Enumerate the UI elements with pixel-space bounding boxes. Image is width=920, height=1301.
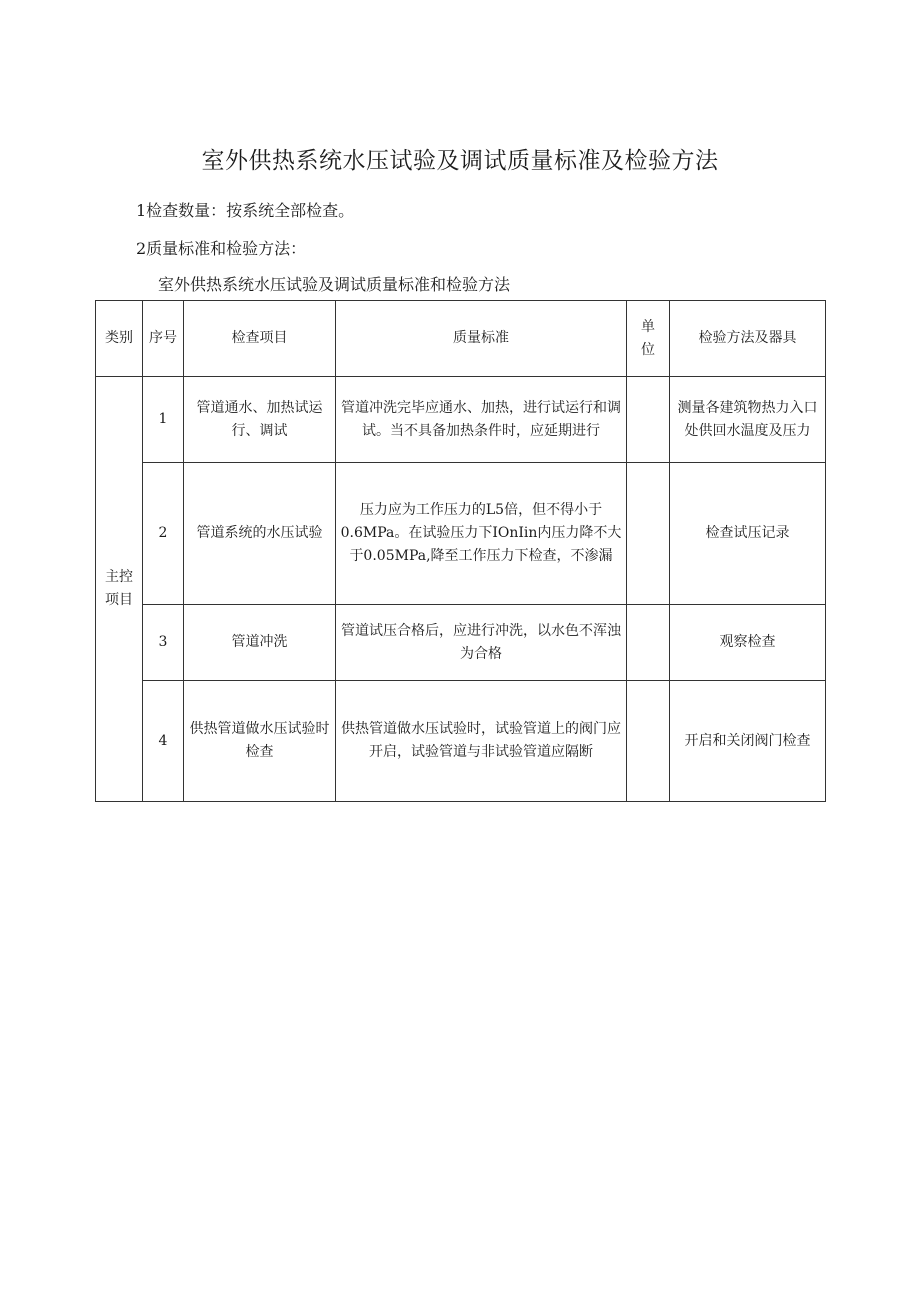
header-unit-line2: 位 (641, 341, 655, 358)
unit-cell (627, 681, 670, 802)
item-cell: 管道冲洗 (184, 605, 336, 681)
standard-cell: 供热管道做水压试验时，试验管道上的阀门应开启，试验管道与非试验管道应隔断 (336, 681, 627, 802)
table-row (96, 463, 826, 605)
item-cell: 管道系统的水压试验 (184, 463, 336, 605)
header-standard: 质量标准 (336, 301, 627, 377)
table-row (96, 605, 826, 681)
method-cell: 检查试压记录 (670, 463, 826, 605)
seq-cell: 2 (143, 463, 184, 605)
header-category: 类别 (96, 301, 143, 377)
table-row (96, 377, 826, 463)
standard-cell: 管道试压合格后，应进行冲洗，以水色不浑浊为合格 (336, 605, 627, 681)
header-seq: 序号 (143, 301, 184, 377)
category-line2: 项目 (105, 592, 133, 608)
unit-cell (627, 463, 670, 605)
item-cell: 管道通水、加热试运行、调试 (184, 377, 336, 463)
unit-cell (627, 377, 670, 463)
paragraph-quality-standard: 2质量标准和检验方法： (136, 239, 307, 258)
seq-cell: 4 (143, 681, 184, 802)
category-line1: 主控 (105, 569, 133, 585)
table-caption: 室外供热系统水压试验及调试质量标准和检验方法 (158, 275, 511, 294)
paragraph-inspection-quantity: 1检查数量：按系统全部检查。 (136, 201, 355, 220)
method-cell: 观察检查 (670, 605, 826, 681)
standard-cell: 压力应为工作压力的L5倍，但不得小于0.6MPa。在试验压力下IOnIin内压力降不大于0.05MPa,降至工作压力下检查，不渗漏 (336, 463, 627, 605)
document-title: 室外供热系统水压试验及调试质量标准及检验方法 (201, 148, 719, 174)
header-unit-line1: 单 (641, 318, 655, 335)
method-cell: 测量各建筑物热力入口处供回水温度及压力 (670, 377, 826, 463)
method-cell: 开启和关闭阀门检查 (670, 681, 826, 802)
table-header-row (96, 301, 826, 377)
table-row (96, 681, 826, 802)
unit-cell (627, 605, 670, 681)
item-cell: 供热管道做水压试验时检查 (184, 681, 336, 802)
category-cell (96, 377, 143, 802)
standard-cell: 管道冲洗完毕应通水、加热，进行试运行和调试。当不具备加热条件时，应延期进行 (336, 377, 627, 463)
seq-cell: 3 (143, 605, 184, 681)
standards-table (95, 300, 826, 802)
header-item: 检查项目 (184, 301, 336, 377)
header-unit (627, 301, 670, 377)
header-method: 检验方法及器具 (670, 301, 826, 377)
seq-cell: 1 (143, 377, 184, 463)
